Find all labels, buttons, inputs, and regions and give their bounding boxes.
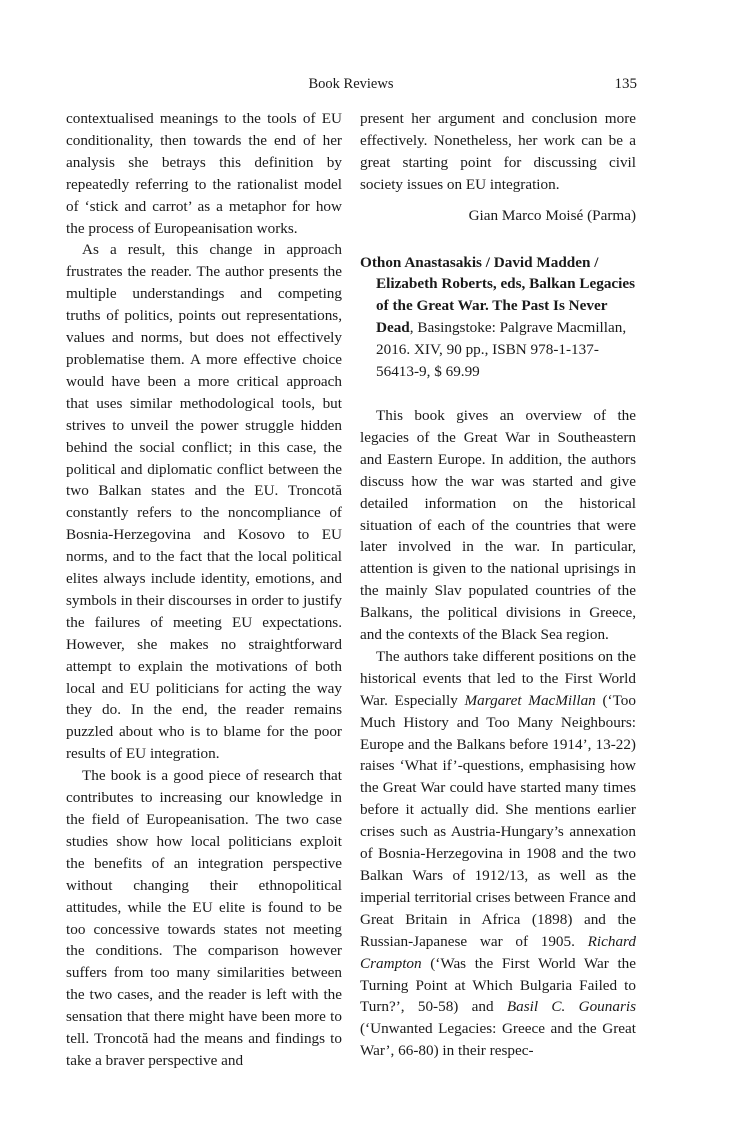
entry-authors-title: Othon Anastasakis / David Madden / Elizabeth Roberts, eds, Balkan Legacies of the Great War. The Past Is Never Dead <box>360 253 636 337</box>
running-title: Book Reviews <box>308 76 394 92</box>
author-name: Margaret MacMillan <box>464 691 596 709</box>
right-column <box>360 108 636 1062</box>
paragraph: As a result, this change in approach frustrates the reader. The author presents the multiple understandings and competing truths of politics, points out representations, values and norms, but does not effectively problematise them. A more effective choice would have been a more critical approach that uses similar methodological tools, but strives to unveil the power struggle hidden behind the social conflict; in this case, the political and diplomatic conflict between the two Balkan states and the EU. Troncotă constantly refers to the noncompliance of Bosnia-Herzegovina and Kosovo to EU norms, and to the fact that the local political elites always include identity, emotions, and symbols in their discourses in order to justify the failures of meeting EU expectations. However, she makes no straightforward attempt to explain the motivations of both local and EU politicians for acting the way they do. In the end, the reader remains puzzled about who is to blame for the poor results of EU integration. <box>66 241 342 763</box>
text-run: (‘Too Much History and Too Many Neighbours: Europe and the Balkans before 1914’, 13-22) raises ‘What if’-questions, emphasising how the Great War could have started many times before it actually did. She mentions earlier crises such as Austria-Hungary’s annexation of Bosnia-Herzegovina in 1908 and the two Balkan Wars of 1912/13, as well as the imperial territorial crises between France and Great Britain in Africa (1898) and the Russian-Japanese war of 1905. <box>360 691 636 950</box>
entry-publication: , Basingstoke: Palgrave Macmillan, 2016. XIV, 90 pp., ISBN 978-1-137-56413-9, $ 69.99 <box>376 319 627 381</box>
author-name: Basil C. Gounaris <box>506 998 636 1016</box>
paragraph <box>360 646 636 1062</box>
text-run: The authors take different positions on the historical events that led to the First World War. Especially <box>360 647 636 709</box>
paragraph-continued: present her argument and conclusion more effectively. Nonetheless, her work can be a great starting point for discussing civil society issues on EU integration. <box>360 110 636 193</box>
author-name: Richard Crampton <box>360 932 636 972</box>
page-number: 135 <box>614 76 637 92</box>
paragraph-continued: contextualised meanings to the tools of EU conditionality, then towards the end of her analysis she betrays this definition by repeatedly referring to the rationalist model of ‘stick and carrot’ as a metaphor for how the process of Europeanisation works. <box>66 110 342 237</box>
left-column <box>66 108 342 1072</box>
review-entry-heading <box>360 252 636 383</box>
paragraph: The book is a good piece of research that contributes to increasing our knowledge in the field of Europeanisation. The two case studies show how local politicians exploit the benefits of an integration perspective without changing their ethnopolitical attitudes, while the EU elite is found to be too concessive towards states not meeting the conditions. The comparison however suffers from too many similarities between the two cases, and the reader is left with the sensation that there might have been more to tell. Troncotă had the means and findings to take a braver perspective and <box>66 767 342 1069</box>
text-run: (‘Was the First World War the Turning Point at Which Bulgaria Failed to Turn?’, 50-58) and <box>360 954 636 1016</box>
text-run: (‘Unwanted Legacies: Greece and the Great War’, 66-80) in their respec- <box>360 1020 636 1060</box>
paragraph: This book gives an overview of the legacies of the Great War in Southeastern and Eastern Europe. In addition, the authors discuss how the war was started and give detailed information on the historical situation of each of the countries that were later involved in the war. In particular, attention is given to the national uprisings in the mainly Slav populated countries of the Balkans, the political divisions in Greece, and the contexts of the Black Sea region. <box>360 406 636 644</box>
reviewer-signature: Gian Marco Moisé (Parma) <box>468 206 636 224</box>
running-head <box>0 76 754 96</box>
